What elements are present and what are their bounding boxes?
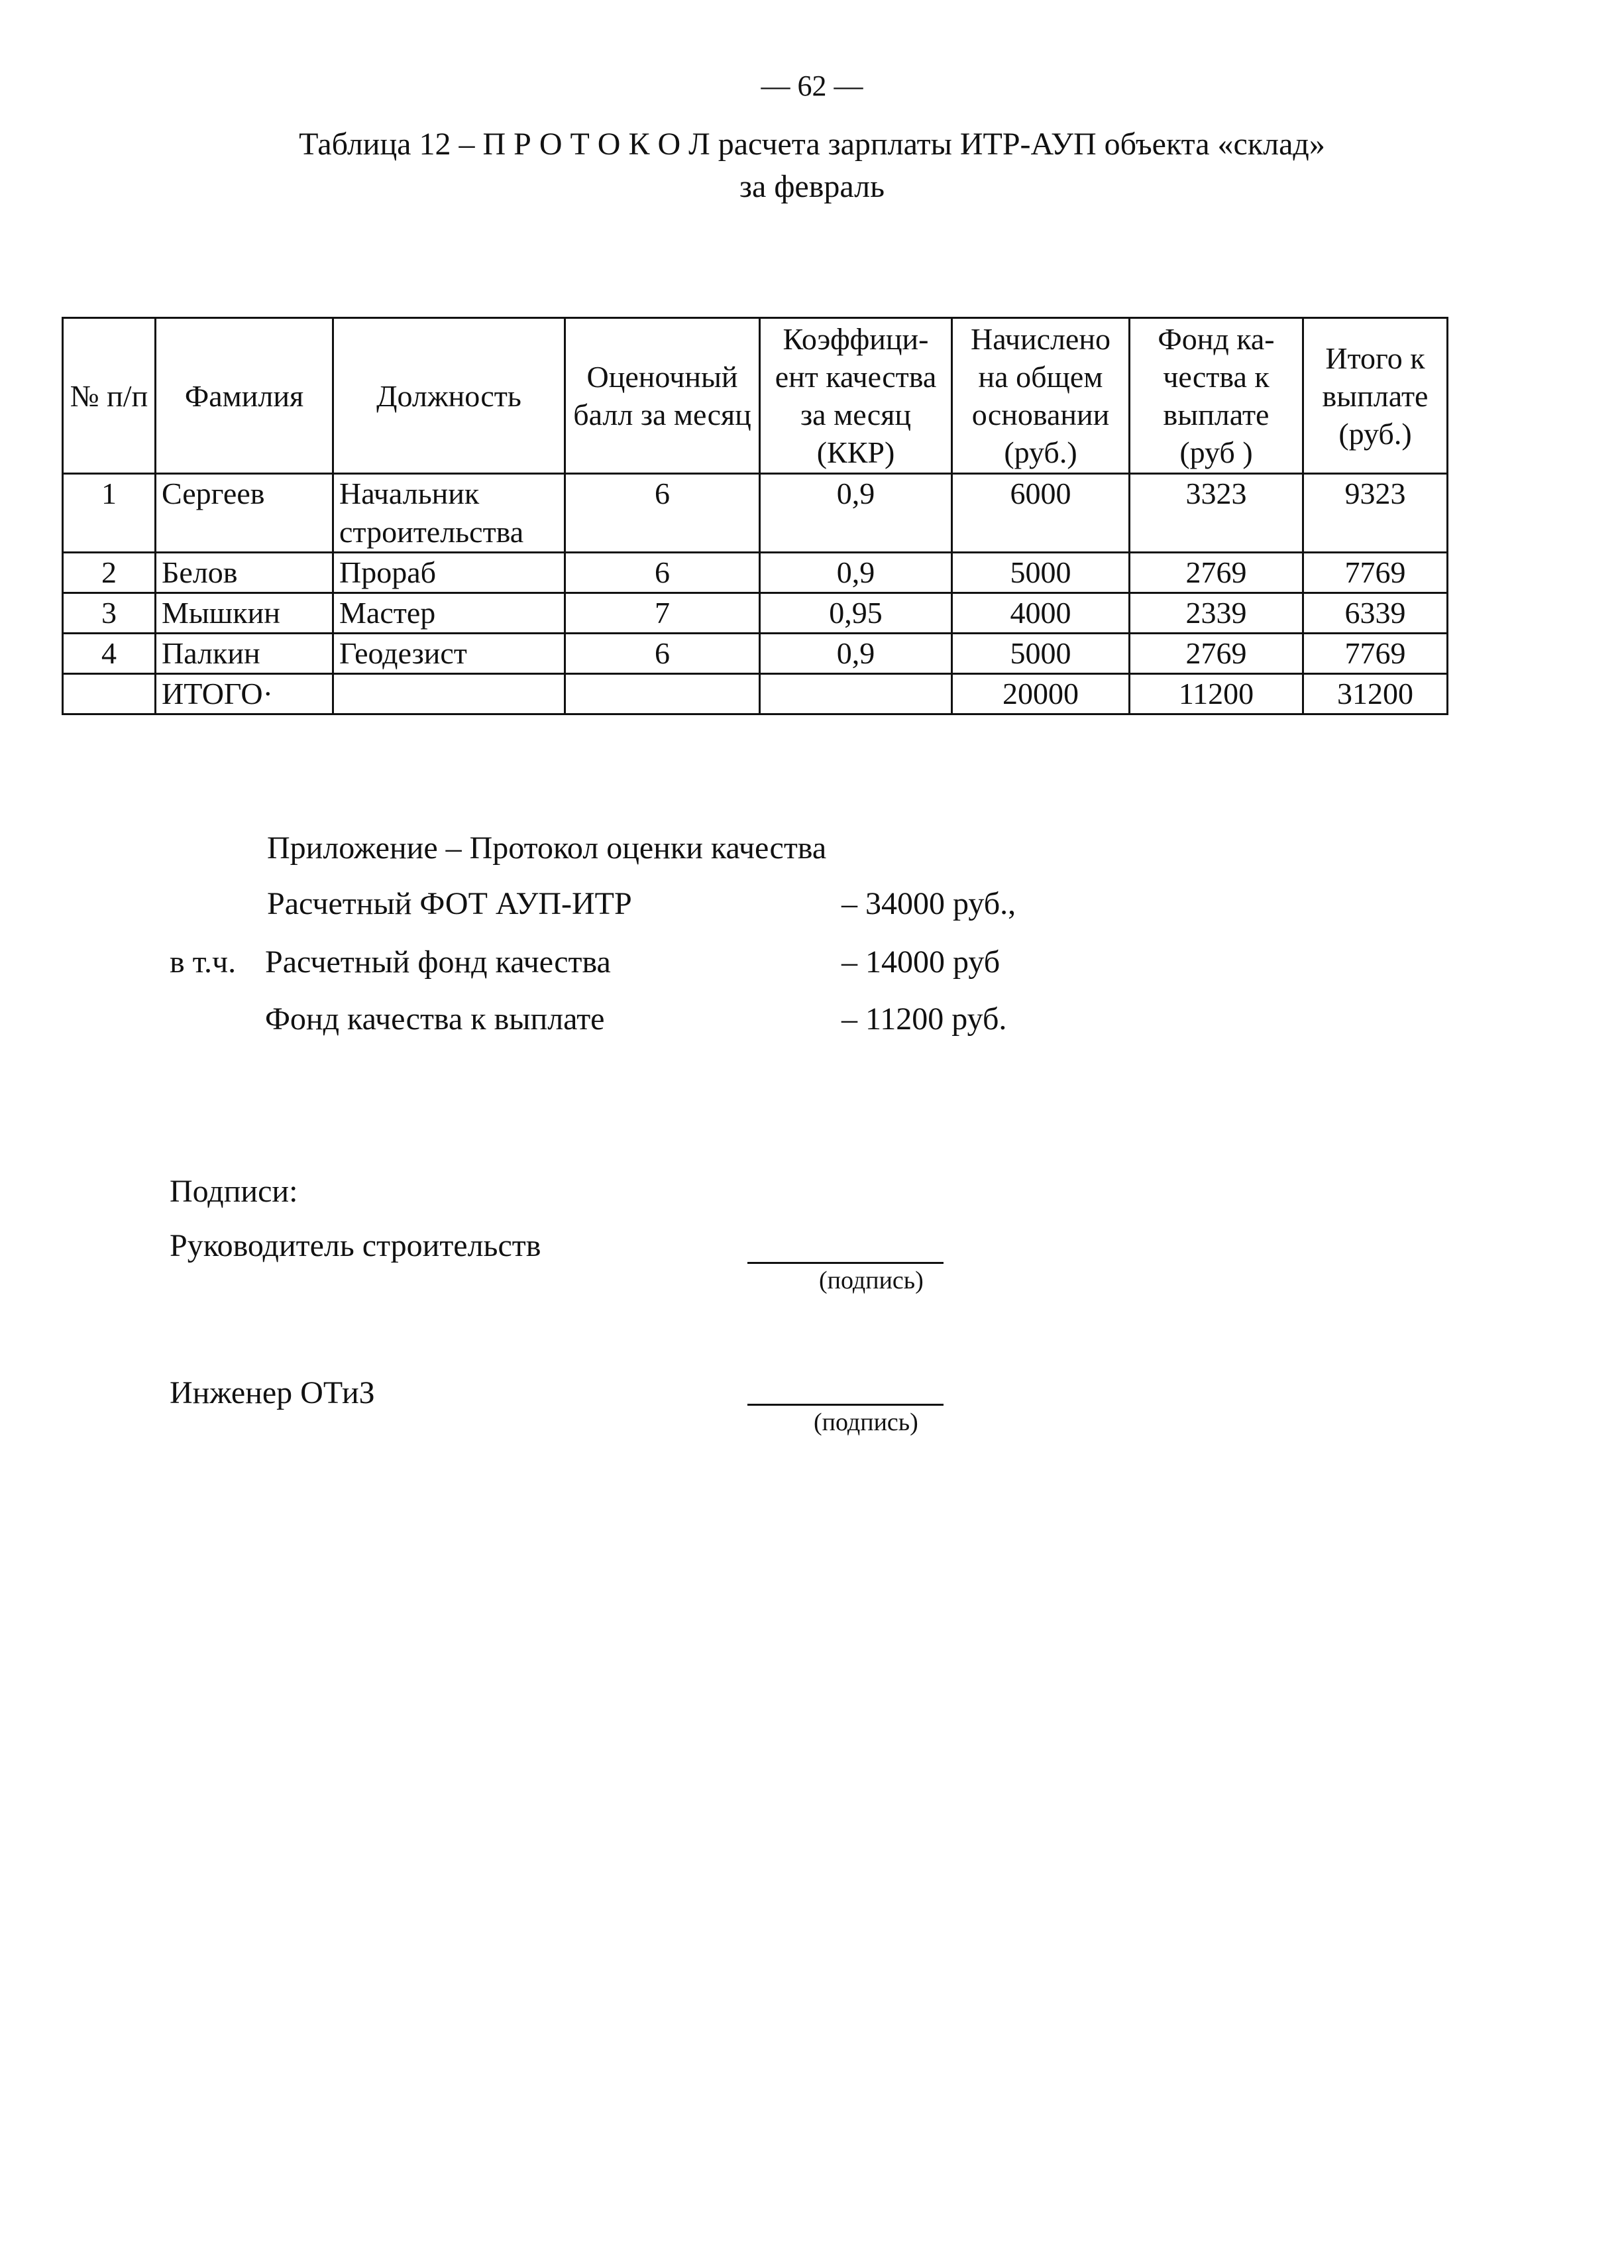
- cell-quality-fund: 2339: [1130, 593, 1303, 634]
- payout-label: Фонд качества к выплате: [265, 1001, 605, 1037]
- header-position: Должность: [333, 318, 565, 474]
- payout-value: – 11200 руб.: [841, 1001, 1007, 1037]
- cell-accrued: 6000: [952, 474, 1130, 553]
- cell-position: Геодезист: [333, 634, 565, 674]
- cell-number: 4: [63, 634, 156, 674]
- cell-coefficient: 0,9: [760, 634, 952, 674]
- cell-surname: Белов: [156, 553, 333, 593]
- salary-protocol-table: [62, 317, 1448, 715]
- cell-coefficient: 0,9: [760, 553, 952, 593]
- cell-empty: [63, 674, 156, 714]
- cell-quality-fund: 2769: [1130, 553, 1303, 593]
- document-title: Таблица 12 – П Р О Т О К О Л расчета зарплаты ИТР-АУП объекта «склад»: [299, 127, 1325, 162]
- table-total-row: [63, 674, 1448, 714]
- cell-total: 6339: [1303, 593, 1448, 634]
- table-header-row: [63, 318, 1448, 474]
- cell-number: 1: [63, 474, 156, 553]
- cell-surname: Сергеев: [156, 474, 333, 553]
- head-signature-label: Руководитель строительств: [170, 1228, 541, 1263]
- engineer-signature-line: [747, 1404, 944, 1406]
- engineer-signature-label: Инженер ОТиЗ: [170, 1375, 375, 1410]
- table-row: [63, 634, 1448, 674]
- cell-accrued: 4000: [952, 593, 1130, 634]
- cell-quality-fund: 2769: [1130, 634, 1303, 674]
- cell-total: 7769: [1303, 634, 1448, 674]
- cell-position: Мастер: [333, 593, 565, 634]
- header-accrued: Начислено на общем основании (руб.): [952, 318, 1130, 474]
- cell-number: 2: [63, 553, 156, 593]
- fot-value: – 34000 руб.,: [841, 886, 1016, 921]
- header-surname: Фамилия: [156, 318, 333, 474]
- cell-surname: Палкин: [156, 634, 333, 674]
- cell-total: 9323: [1303, 474, 1448, 553]
- including-label: в т.ч.: [170, 944, 237, 980]
- cell-total-payout: 31200: [1303, 674, 1448, 714]
- cell-number: 3: [63, 593, 156, 634]
- cell-surname: Мышкин: [156, 593, 333, 634]
- cell-total-label: ИТОГО·: [156, 674, 333, 714]
- head-signature-caption: (подпись): [819, 1267, 924, 1294]
- cell-score: 7: [565, 593, 760, 634]
- quality-fund-value: – 14000 руб: [841, 944, 1001, 980]
- cell-position: Начальник строительства: [333, 474, 565, 553]
- signatures-heading: Подписи:: [170, 1174, 298, 1209]
- appendix-label: Приложение – Протокол оценки качества: [267, 830, 827, 866]
- cell-score: 6: [565, 634, 760, 674]
- cell-score: 6: [565, 553, 760, 593]
- cell-score: 6: [565, 474, 760, 553]
- header-total: Итого к выплате (руб.): [1303, 318, 1448, 474]
- cell-accrued: 5000: [952, 634, 1130, 674]
- cell-total-quality-fund: 11200: [1130, 674, 1303, 714]
- document-subtitle: за февраль: [739, 169, 885, 204]
- header-number: № п/п: [63, 318, 156, 474]
- cell-empty: [760, 674, 952, 714]
- page-number: — 62 —: [761, 70, 863, 102]
- cell-empty: [333, 674, 565, 714]
- cell-total: 7769: [1303, 553, 1448, 593]
- header-coefficient: Коэффици-ент качества за месяц (ККР): [760, 318, 952, 474]
- cell-accrued: 5000: [952, 553, 1130, 593]
- quality-fund-label: Расчетный фонд качества: [265, 944, 611, 980]
- table-row: [63, 553, 1448, 593]
- cell-coefficient: 0,9: [760, 474, 952, 553]
- table-row: [63, 593, 1448, 634]
- cell-position: Прораб: [333, 553, 565, 593]
- header-quality-fund: Фонд ка-чества к выплате (руб ): [1130, 318, 1303, 474]
- header-score: Оценочный балл за месяц: [565, 318, 760, 474]
- cell-empty: [565, 674, 760, 714]
- cell-coefficient: 0,95: [760, 593, 952, 634]
- table-row: [63, 474, 1448, 553]
- cell-total-accrued: 20000: [952, 674, 1130, 714]
- head-signature-line: [747, 1262, 944, 1264]
- cell-quality-fund: 3323: [1130, 474, 1303, 553]
- engineer-signature-caption: (подпись): [814, 1408, 918, 1436]
- fot-label: Расчетный ФОТ АУП-ИТР: [267, 886, 632, 921]
